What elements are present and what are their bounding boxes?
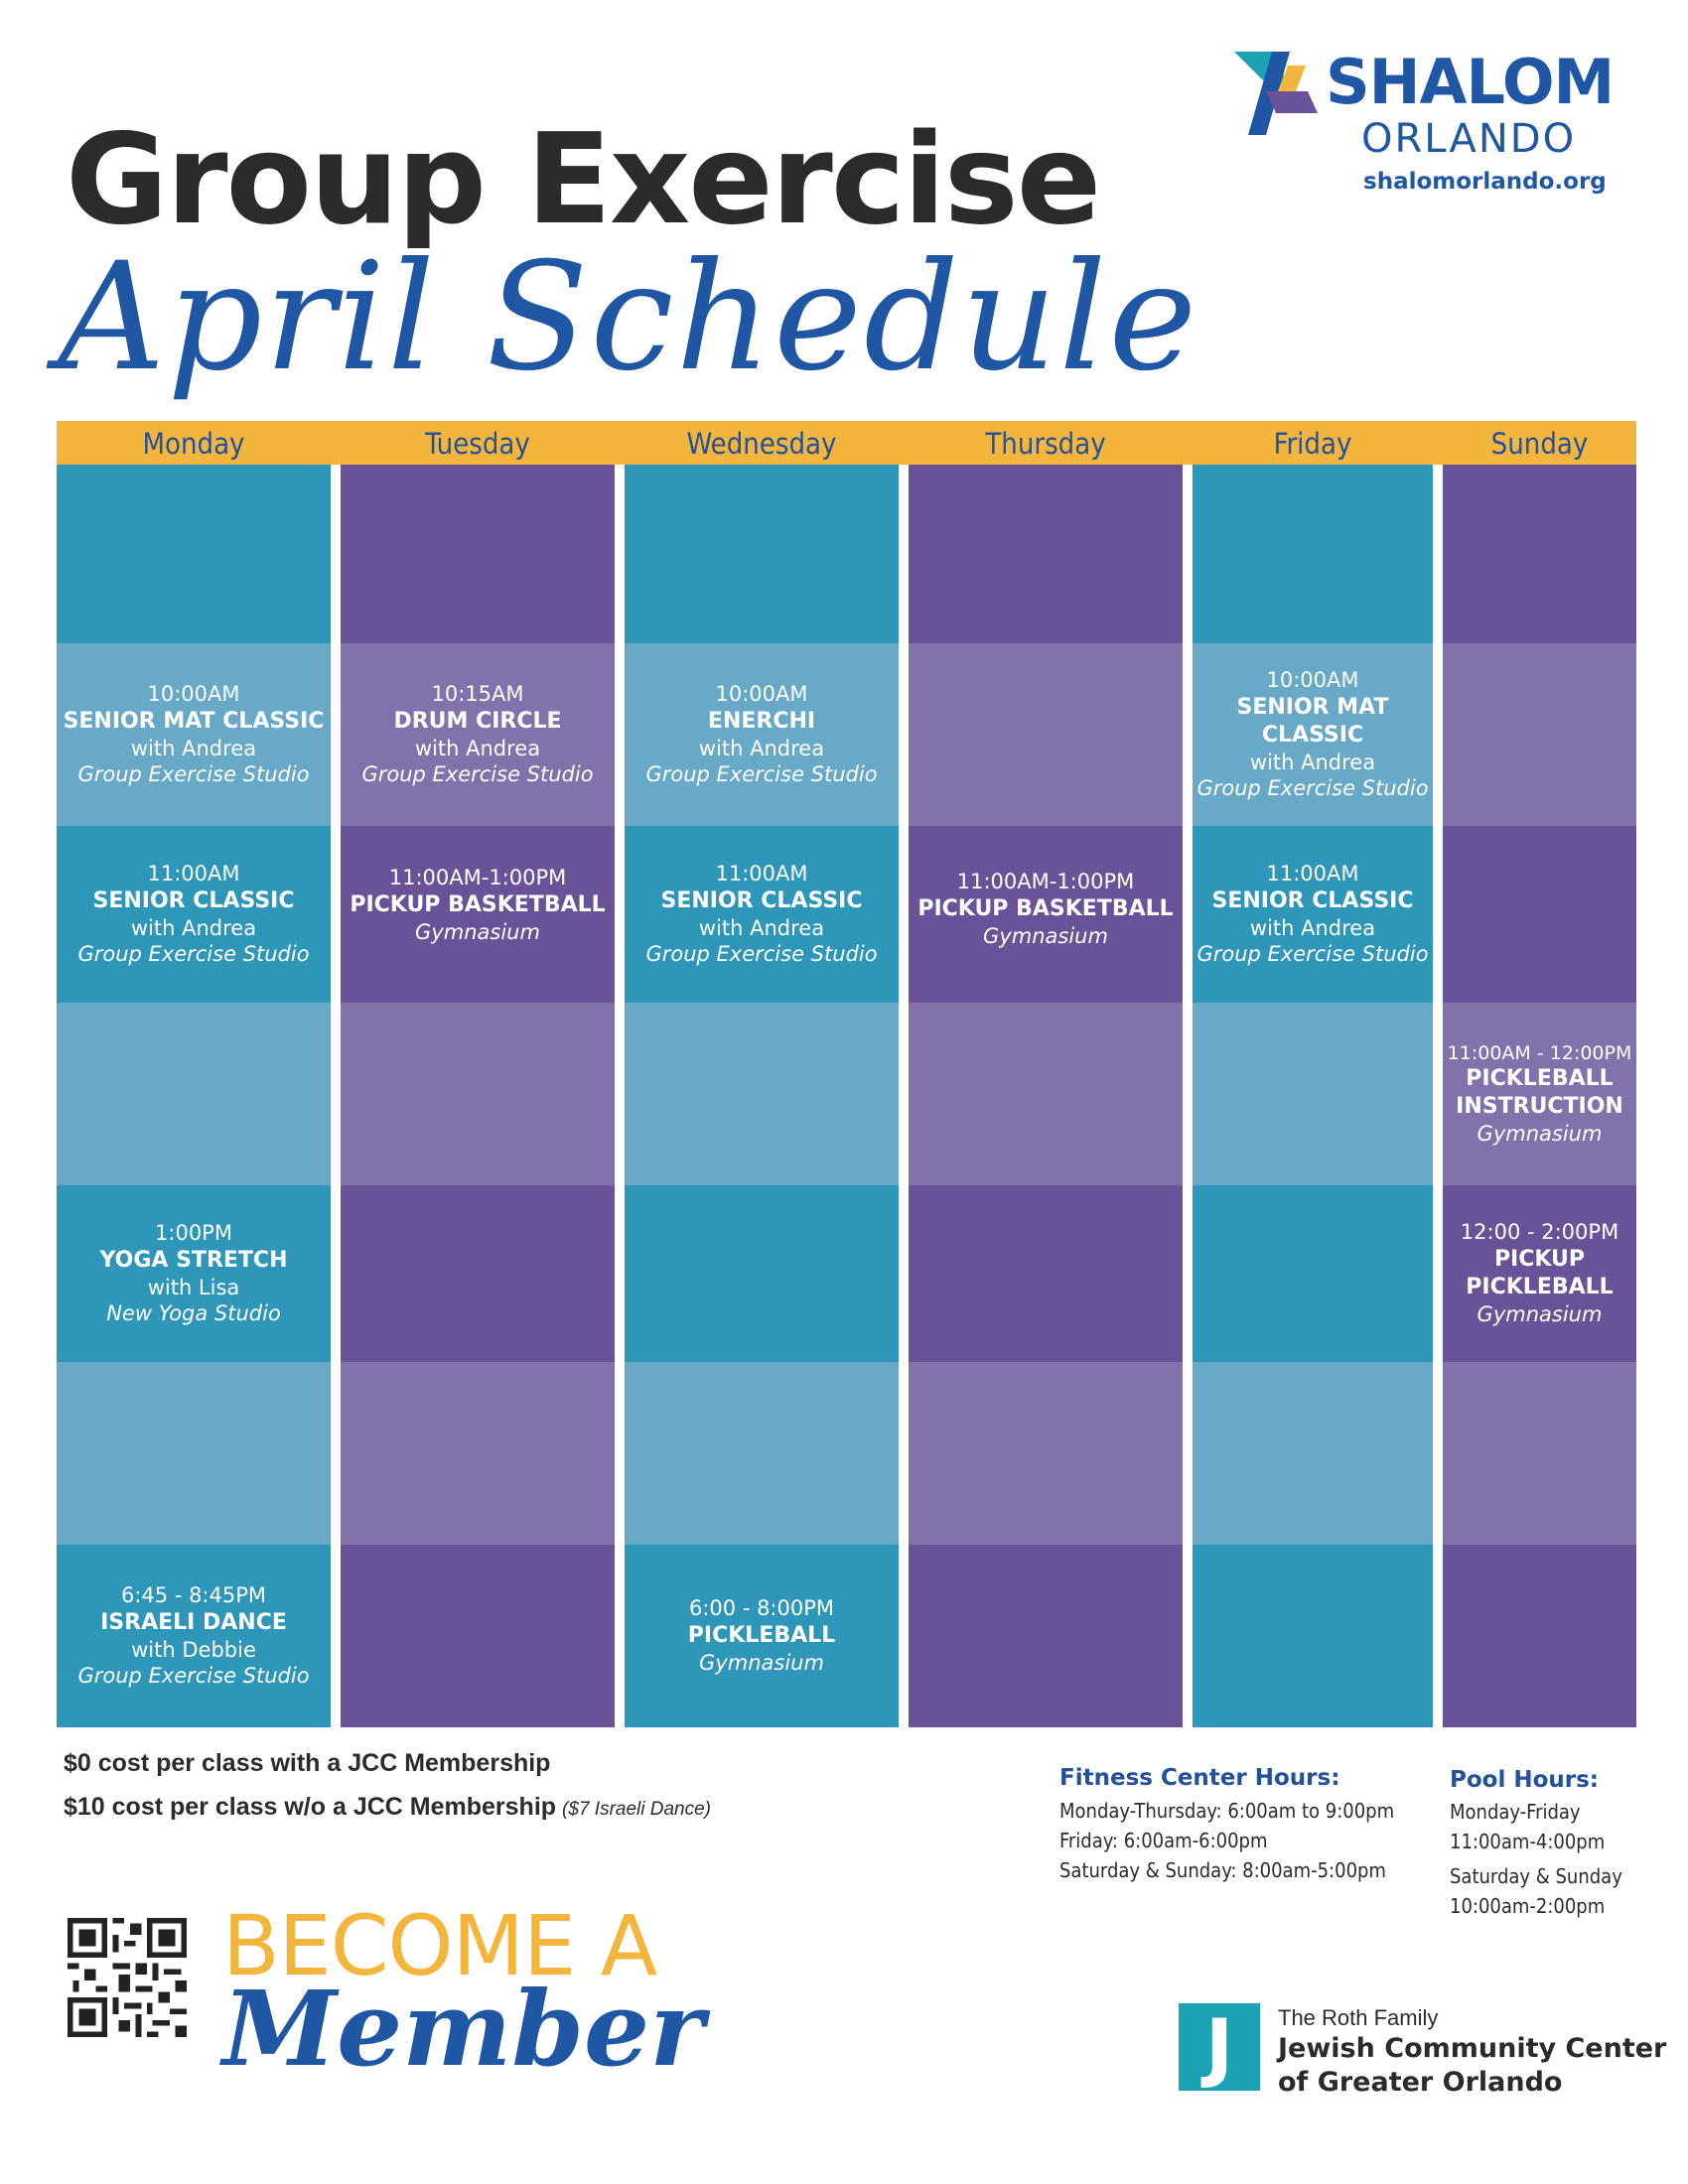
time-slot bbox=[1443, 465, 1636, 643]
time-slot bbox=[909, 1185, 1183, 1362]
member-text: Member bbox=[222, 1968, 705, 2090]
class-time: 6:00 - 8:00PM bbox=[688, 1596, 835, 1621]
class-senior-classic-wednesday[interactable] bbox=[625, 826, 899, 1003]
class-name: ISRAELI DANCE bbox=[100, 1609, 287, 1635]
class-yoga-stretch-monday[interactable] bbox=[57, 1185, 331, 1362]
time-slot bbox=[341, 1185, 615, 1362]
logo-shalom-text: SHALOM bbox=[1326, 46, 1615, 118]
pool-hours-line: Saturday & Sunday bbox=[1450, 1864, 1622, 1888]
time-slot bbox=[909, 1362, 1183, 1545]
page-title: Group Exercise bbox=[66, 106, 1100, 252]
class-instructor: with Andrea bbox=[414, 736, 541, 760]
become-a-text: BECOME A bbox=[222, 1897, 657, 1994]
time-slot bbox=[1443, 643, 1636, 826]
member-price: $0 cost per class with a JCC Membership bbox=[64, 1749, 551, 1777]
day-label-thursday: Thursday bbox=[985, 427, 1106, 461]
class-instructor: with Debbie bbox=[131, 1637, 256, 1662]
pool-hours-title: Pool Hours: bbox=[1450, 1767, 1600, 1793]
class-time: 11:00AM bbox=[715, 862, 808, 887]
day-label-tuesday: Tuesday bbox=[425, 427, 530, 461]
class-senior-classic-monday[interactable] bbox=[57, 826, 331, 1003]
class-name: PICKUP BASKETBALL bbox=[917, 896, 1174, 922]
class-time: 12:00 - 2:00PM bbox=[1460, 1220, 1619, 1245]
class-name: SENIOR CLASSIC bbox=[660, 887, 863, 913]
class-instructor: with Andrea bbox=[130, 736, 257, 760]
jcc-name-line2: Jewish Community Center bbox=[1278, 2033, 1667, 2064]
time-slot bbox=[1443, 1362, 1636, 1545]
time-slot bbox=[625, 465, 899, 643]
class-location: Group Exercise Studio bbox=[1196, 776, 1429, 801]
class-name: PICKUP bbox=[1493, 1247, 1586, 1273]
class-instructor: with Lisa bbox=[147, 1275, 240, 1299]
logo-url-link[interactable]: shalomorlando.org bbox=[1363, 169, 1607, 195]
class-location: Gymnasium bbox=[699, 1650, 824, 1675]
time-slot bbox=[341, 1003, 615, 1185]
class-name: SENIOR CLASSIC bbox=[1211, 887, 1414, 913]
time-slot bbox=[909, 1545, 1183, 1727]
shalom-orlando-logo[interactable] bbox=[1226, 40, 1643, 208]
class-location: Group Exercise Studio bbox=[77, 942, 310, 967]
time-slot bbox=[1443, 826, 1636, 1003]
schedule-grid bbox=[57, 421, 1636, 1727]
class-time: 6:45 - 8:45PM bbox=[120, 1583, 267, 1608]
class-senior-classic-friday[interactable] bbox=[1193, 826, 1433, 1003]
nonmember-price-text: $10 cost per class w/o a JCC Membership bbox=[64, 1793, 557, 1821]
class-pickleball-wednesday[interactable] bbox=[625, 1545, 899, 1727]
time-slot bbox=[341, 465, 615, 643]
class-pickup-basketball-tuesday[interactable] bbox=[341, 826, 615, 985]
class-time: 10:00AM bbox=[1266, 668, 1359, 693]
class-drum-circle-tuesday[interactable] bbox=[341, 643, 615, 826]
time-slot bbox=[1193, 1003, 1433, 1185]
class-name: INSTRUCTION bbox=[1456, 1093, 1623, 1119]
jcc-logo-letter: J bbox=[1204, 2002, 1234, 2091]
class-israeli-dance-monday[interactable] bbox=[57, 1545, 331, 1727]
class-location: Group Exercise Studio bbox=[1196, 942, 1429, 967]
star-of-david-logo-icon bbox=[1226, 44, 1322, 143]
class-location: Group Exercise Studio bbox=[361, 762, 594, 787]
class-instructor: with Andrea bbox=[1249, 750, 1376, 774]
class-name: PICKUP BASKETBALL bbox=[350, 892, 606, 918]
nonmember-price bbox=[64, 1793, 711, 1822]
column-thursday bbox=[909, 465, 1183, 1727]
class-time: 11:00AM - 12:00PM bbox=[1447, 1041, 1632, 1064]
class-enerchi-wednesday[interactable] bbox=[625, 643, 899, 826]
class-location: Group Exercise Studio bbox=[645, 762, 878, 787]
class-location: Group Exercise Studio bbox=[77, 1664, 310, 1689]
class-pickleball-instruction-sunday[interactable] bbox=[1443, 1003, 1636, 1185]
class-name: PICKLEBALL bbox=[1466, 1065, 1614, 1091]
jcc-logo-icon bbox=[1179, 2003, 1260, 2091]
time-slot bbox=[625, 1362, 899, 1545]
class-name: SENIOR MAT CLASSIC bbox=[1236, 694, 1389, 748]
class-location: Gymnasium bbox=[1477, 1121, 1603, 1146]
day-label-wednesday: Wednesday bbox=[686, 427, 837, 461]
time-slot bbox=[625, 1003, 899, 1185]
time-slot bbox=[909, 1003, 1183, 1185]
class-senior-mat-classic-friday[interactable] bbox=[1193, 643, 1433, 826]
day-label-sunday: Sunday bbox=[1490, 427, 1589, 461]
time-slot bbox=[57, 1003, 331, 1185]
jcc-name-line1: The Roth Family bbox=[1278, 2005, 1439, 2030]
class-name: ENERCHI bbox=[707, 708, 816, 734]
time-slot bbox=[341, 1362, 615, 1545]
page-subtitle: April Schedule bbox=[58, 231, 1199, 404]
time-slot bbox=[1193, 1362, 1433, 1545]
time-slot bbox=[57, 465, 331, 643]
class-location: Group Exercise Studio bbox=[77, 762, 310, 787]
class-time: 10:00AM bbox=[147, 682, 240, 707]
fitness-hours-line: Monday-Thursday: 6:00am to 9:00pm bbox=[1059, 1799, 1395, 1823]
class-name: PICKLEBALL bbox=[1466, 1275, 1614, 1299]
fitness-hours-line: Saturday & Sunday: 8:00am-5:00pm bbox=[1059, 1858, 1386, 1882]
class-time: 11:00AM-1:00PM bbox=[388, 866, 567, 890]
time-slot bbox=[57, 1362, 331, 1545]
class-time: 11:00AM-1:00PM bbox=[956, 870, 1135, 894]
class-pickup-basketball-thursday[interactable] bbox=[909, 826, 1183, 993]
class-pickup-pickleball-sunday[interactable] bbox=[1443, 1185, 1636, 1362]
class-time: 10:15AM bbox=[431, 682, 524, 707]
column-monday bbox=[57, 465, 331, 1727]
jcc-name-line3: of Greater Orlando bbox=[1278, 2067, 1563, 2098]
class-instructor: with Andrea bbox=[130, 915, 257, 940]
time-slot bbox=[909, 465, 1183, 643]
day-label-monday: Monday bbox=[142, 427, 245, 461]
class-name: SENIOR MAT CLASSIC bbox=[63, 708, 325, 734]
nonmember-price-note: ($7 Israeli Dance) bbox=[562, 1799, 711, 1820]
class-instructor: with Andrea bbox=[1249, 915, 1376, 940]
column-sunday bbox=[1443, 465, 1636, 1727]
class-name: YOGA STRETCH bbox=[99, 1247, 288, 1273]
day-label-friday: Friday bbox=[1273, 427, 1352, 461]
column-tuesday bbox=[341, 465, 615, 1727]
class-senior-mat-classic-monday[interactable] bbox=[57, 643, 331, 826]
class-instructor: with Andrea bbox=[698, 915, 825, 940]
time-slot bbox=[1193, 1185, 1433, 1362]
class-location: Group Exercise Studio bbox=[645, 942, 878, 967]
pool-hours-line: 11:00am-4:00pm bbox=[1450, 1830, 1606, 1853]
logo-orlando-text: ORLANDO bbox=[1361, 116, 1577, 162]
class-time: 10:00AM bbox=[715, 682, 808, 707]
class-location: Gymnasium bbox=[415, 919, 540, 944]
pool-hours-line: Monday-Friday bbox=[1450, 1800, 1581, 1824]
class-time: 11:00AM bbox=[147, 862, 240, 887]
column-friday bbox=[1193, 465, 1433, 1727]
time-slot bbox=[1443, 1545, 1636, 1727]
class-instructor: with Andrea bbox=[698, 736, 825, 760]
class-name: DRUM CIRCLE bbox=[393, 708, 562, 734]
class-name: PICKLEBALL bbox=[687, 1623, 836, 1649]
class-location: Gymnasium bbox=[1477, 1301, 1603, 1326]
fitness-hours-title: Fitness Center Hours: bbox=[1059, 1765, 1340, 1791]
time-slot bbox=[625, 1185, 899, 1362]
class-name: SENIOR CLASSIC bbox=[92, 887, 295, 913]
class-time: 1:00PM bbox=[155, 1221, 232, 1246]
pool-hours-line: 10:00am-2:00pm bbox=[1450, 1894, 1606, 1918]
column-wednesday bbox=[625, 465, 899, 1727]
time-slot bbox=[1193, 1545, 1433, 1727]
time-slot bbox=[909, 643, 1183, 826]
class-location: New Yoga Studio bbox=[106, 1301, 281, 1326]
qr-code-icon[interactable] bbox=[68, 1918, 187, 2037]
fitness-hours-line: Friday: 6:00am-6:00pm bbox=[1059, 1829, 1268, 1852]
time-slot bbox=[341, 1545, 615, 1727]
class-location: Gymnasium bbox=[983, 923, 1108, 948]
class-time: 11:00AM bbox=[1266, 862, 1359, 887]
time-slot bbox=[1193, 465, 1433, 643]
